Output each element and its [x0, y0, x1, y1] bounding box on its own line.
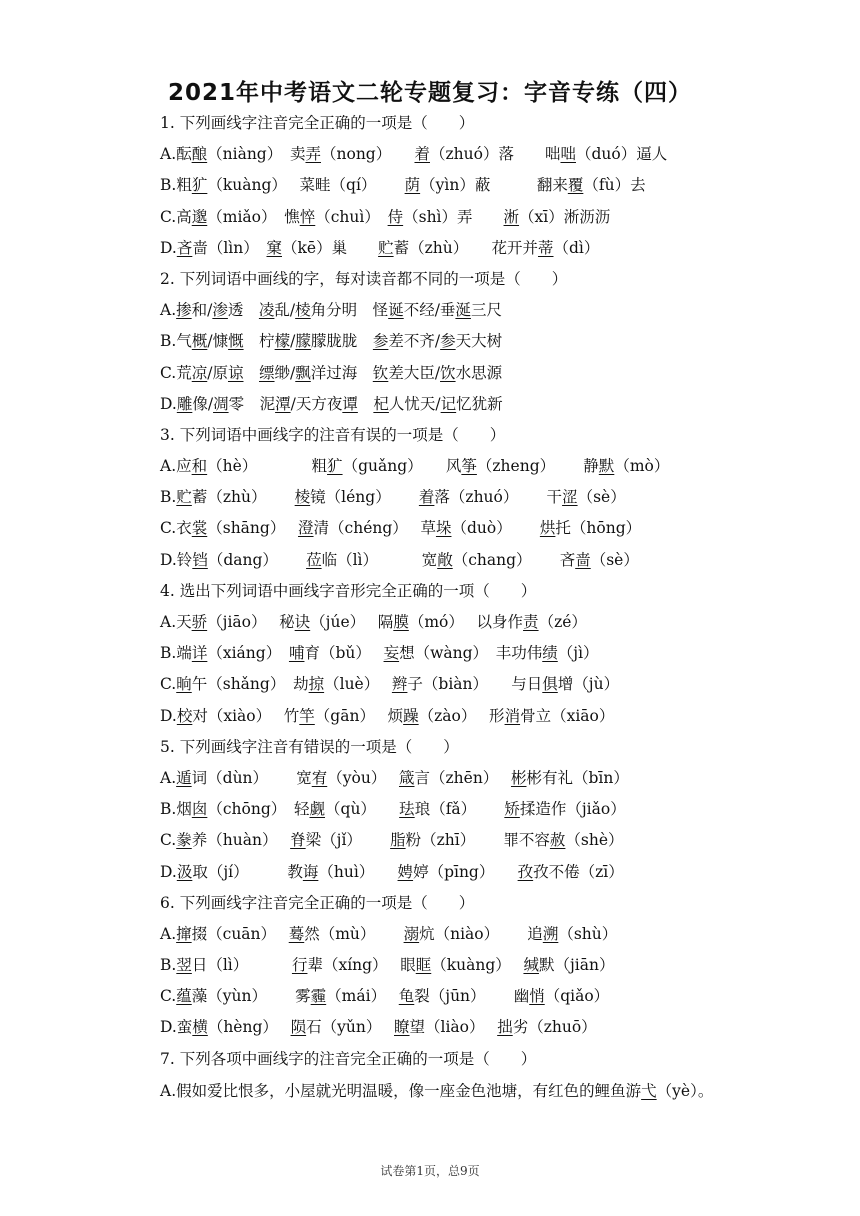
underlined-char: 眶: [415, 956, 432, 975]
answer-option: [160, 358, 740, 389]
text-segment: C.: [160, 987, 177, 1006]
answer-option: [160, 825, 740, 856]
text-segment: （shì）弄: [403, 207, 504, 226]
text-segment: A.天: [160, 613, 192, 631]
underlined-char: 默: [598, 457, 615, 476]
underlined-char: 涩: [562, 488, 578, 507]
text-segment: B.: [160, 956, 177, 975]
underlined-char: 赦: [549, 831, 566, 850]
text-segment: 然（mù）: [304, 924, 404, 943]
underlined-char: 缄: [523, 956, 539, 975]
text-segment: 彬有礼（bīn）: [526, 768, 629, 787]
underlined-char: 谭: [342, 394, 358, 413]
underlined-char: 俱: [542, 675, 558, 694]
underlined-char: 渗: [212, 301, 228, 320]
underlined-char: 箴: [398, 768, 415, 787]
underlined-char: 贮: [378, 238, 394, 257]
text-segment: C.: [160, 831, 177, 850]
text-segment: （sè）: [577, 488, 626, 507]
underlined-char: 檬: [274, 332, 291, 351]
text-segment: 差不齐/: [388, 332, 441, 351]
underlined-char: 蒂: [537, 238, 554, 257]
underlined-char: 竿: [299, 706, 315, 725]
text-segment: （kuàng）: [431, 956, 524, 975]
text-segment: （miǎo） 憔: [207, 207, 300, 226]
text-segment: （zé）: [538, 613, 587, 631]
underlined-char: 溺: [403, 924, 420, 943]
underlined-char: 饮: [440, 363, 456, 382]
underlined-char: 觑: [309, 800, 326, 819]
answer-option: [160, 295, 740, 326]
answer-option: [160, 326, 740, 357]
text-segment: 1. 下列画线字注音完全正确的一项是（ ）: [160, 114, 475, 132]
text-segment: 天大树: [455, 332, 503, 351]
text-segment: 3. 下列词语中画线字的注音有误的一项是（ ）: [160, 425, 506, 444]
underlined-char: 侍: [387, 207, 404, 226]
underlined-char: 矫: [504, 800, 520, 819]
underlined-char: 撺: [176, 924, 192, 943]
underlined-char: 弋: [641, 1081, 657, 1100]
text-segment: （kuàng） 菜畦（qí）: [207, 176, 405, 195]
answer-option: [160, 794, 740, 825]
underlined-char: 邈: [191, 207, 208, 226]
answer-option: [160, 545, 740, 576]
underlined-char: 诀: [294, 613, 311, 631]
underlined-char: 掺: [176, 301, 192, 320]
text-segment: 日（lì）: [191, 956, 292, 975]
text-segment: 梁（jǐ）: [305, 831, 391, 850]
text-segment: 言（zhēn）: [414, 768, 511, 787]
text-segment: 7. 下列各项中画线字的注音完全正确的一项是（ ）: [160, 1049, 537, 1068]
underlined-char: 晌: [176, 675, 192, 694]
text-segment: 忆犹新: [456, 394, 503, 413]
text-segment: 想（wàng） 丰功伟: [399, 644, 543, 663]
underlined-char: 钦: [372, 363, 389, 382]
text-segment: D.铃: [160, 550, 193, 569]
underlined-char: 着: [414, 145, 430, 164]
underlined-char: 朦: [295, 332, 311, 351]
text-segment: （yè）。: [656, 1081, 714, 1100]
answer-option: [160, 701, 740, 732]
text-segment: 差大臣/: [388, 363, 441, 382]
underlined-char: 覆: [567, 176, 584, 195]
text-segment: （jiāo） 秘: [207, 613, 295, 631]
text-segment: A.: [160, 768, 177, 787]
text-segment: （qù）: [325, 800, 400, 819]
text-segment: 三尺: [470, 301, 502, 320]
underlined-char: 莅: [306, 550, 322, 569]
text-segment: （sè）: [590, 550, 639, 569]
underlined-char: 拙: [497, 1018, 513, 1037]
underlined-char: 杞: [373, 394, 389, 413]
text-segment: （guǎng） 风: [342, 457, 462, 476]
text-segment: 乱/: [274, 301, 296, 320]
underlined-char: 溯: [542, 924, 559, 943]
text-segment: A.: [160, 924, 177, 943]
underlined-char: 凌: [258, 301, 275, 320]
text-segment: 不经/垂: [403, 301, 456, 320]
text-segment: C.衣: [160, 519, 192, 538]
underlined-char: 详: [191, 644, 208, 663]
underlined-char: 潭: [275, 394, 291, 413]
text-segment: [358, 395, 374, 413]
text-segment: 琅（fǎ）: [414, 800, 505, 819]
text-segment: D.: [160, 238, 177, 257]
underlined-char: 慨: [228, 332, 244, 351]
underlined-char: 裳: [191, 519, 208, 538]
text-segment: 午（shǎng） 劫: [191, 675, 309, 694]
text-segment: A.酝: [160, 145, 192, 164]
text-segment: 增（jù）: [557, 675, 620, 694]
underlined-char: 掠: [308, 675, 325, 694]
underlined-char: 棱: [295, 301, 311, 320]
text-segment: （mò）: [614, 457, 670, 476]
text-segment: C.: [160, 675, 177, 694]
underlined-char: 吝: [176, 238, 193, 257]
text-segment: 辈（xíng） 眼: [307, 956, 416, 975]
underlined-char: 蕴: [176, 987, 192, 1006]
underlined-char: 娉: [397, 862, 414, 881]
underlined-char: 躁: [403, 706, 419, 725]
text-segment: （fù）去: [583, 176, 646, 195]
underlined-char: 彬: [510, 768, 527, 787]
answer-option: [160, 950, 740, 981]
text-segment: （mái）: [326, 987, 399, 1006]
text-segment: 婷（pīng）: [413, 862, 518, 881]
text-segment: 石（yǔn）: [306, 1018, 394, 1037]
question-stem: [160, 420, 740, 451]
underlined-char: 谅: [227, 363, 244, 382]
text-segment: 洋过海: [310, 363, 373, 382]
answer-option: [160, 669, 740, 700]
underlined-char: 垛: [435, 519, 452, 538]
text-segment: A.: [160, 301, 177, 320]
text-segment: 5. 下列画线字注音有错误的一项是（ ）: [160, 737, 459, 756]
text-segment: 取（jí） 教: [192, 862, 303, 881]
text-segment: （niàng） 卖: [207, 145, 306, 164]
underlined-char: 贮: [176, 488, 192, 507]
text-segment: （hè） 粗: [207, 457, 328, 476]
text-segment: （nong）: [321, 145, 415, 164]
text-segment: 柠: [243, 332, 275, 351]
question-stem: [160, 576, 740, 607]
text-segment: 6. 下列画线字注音完全正确的一项是（ ）: [160, 893, 475, 912]
underlined-char: 诞: [388, 301, 404, 320]
text-segment: （hèng）: [207, 1018, 291, 1037]
underlined-char: 筝: [461, 457, 477, 476]
underlined-char: 校: [176, 706, 193, 725]
text-segment: （shāng）: [207, 519, 299, 538]
underlined-char: 烘: [539, 519, 556, 538]
underlined-char: 凉: [191, 363, 208, 382]
page-title: 2021年中考语文二轮专题复习：字音专练（四）: [167, 80, 692, 106]
text-segment: （shù）: [558, 924, 618, 943]
answer-option: [160, 233, 740, 264]
question-list: [160, 108, 740, 1105]
text-segment: 清（chéng） 草: [313, 519, 436, 538]
underlined-char: 涎: [455, 301, 471, 320]
text-segment: A.假如爱比恨多，小屋就光明温暖，像一座金色池塘，有红色的鲤鱼游: [160, 1081, 642, 1100]
answer-option: [160, 202, 740, 233]
underlined-char: 脊: [290, 831, 306, 850]
question-stem: [160, 732, 740, 763]
underlined-char: 囱: [191, 800, 208, 819]
text-segment: 孜不倦（zī）: [533, 862, 624, 881]
text-segment: D.: [160, 706, 177, 725]
underlined-char: 瞭: [394, 1018, 410, 1037]
text-segment: B.: [160, 488, 177, 507]
text-segment: D.蛮: [160, 1018, 193, 1037]
underlined-char: 绩: [542, 644, 558, 663]
text-segment: /慷: [207, 332, 229, 351]
text-segment: A.应: [160, 457, 192, 476]
question-stem: [160, 1044, 740, 1075]
text-segment: （chuì）: [315, 207, 388, 226]
answer-option: [160, 139, 740, 170]
question-stem: [160, 264, 740, 295]
underlined-char: 澄: [298, 519, 314, 538]
text-segment: 啬（lìn）: [192, 238, 267, 257]
text-segment: D.: [160, 394, 177, 413]
underlined-char: 孜: [517, 862, 534, 881]
answer-option: [160, 607, 740, 638]
text-segment: （dang）: [207, 550, 307, 569]
text-segment: （gān） 烦: [314, 706, 404, 725]
text-segment: （qiǎo）: [544, 987, 610, 1006]
text-segment: （júe） 隔: [310, 613, 394, 631]
underlined-char: 参: [372, 332, 389, 351]
underlined-char: 啬: [575, 550, 591, 569]
underlined-char: 妄: [383, 644, 400, 663]
text-segment: 裂（jūn） 幽: [414, 987, 530, 1006]
answer-option: [160, 763, 740, 794]
text-segment: （chang） 吝: [452, 550, 576, 569]
text-segment: （xiáng）: [207, 644, 289, 663]
text-segment: B.气: [160, 332, 192, 351]
text-segment: （dì）: [553, 238, 600, 257]
text-segment: 揉造作（jiǎo）: [519, 800, 626, 819]
text-segment: （yìn）蔽 翻来: [420, 176, 568, 195]
text-segment: 像/: [192, 394, 214, 413]
text-segment: 透: [227, 301, 259, 320]
underlined-char: 悴: [299, 207, 316, 226]
underlined-char: 窠: [266, 238, 282, 257]
underlined-char: 宥: [311, 768, 328, 787]
underlined-char: 膜: [393, 613, 409, 631]
underlined-char: 铛: [192, 550, 208, 569]
text-segment: 零 泥: [228, 394, 276, 413]
answer-option: [160, 513, 740, 544]
text-segment: 炕（niào） 追: [419, 924, 543, 943]
underlined-char: 骄: [191, 613, 208, 631]
answer-option: [160, 482, 740, 513]
underlined-char: 责: [523, 613, 539, 631]
text-segment: /天方夜: [290, 394, 343, 413]
text-segment: 劣（zhuō）: [512, 1018, 597, 1037]
underlined-char: 霾: [310, 987, 327, 1006]
underlined-char: 记: [440, 394, 457, 413]
text-segment: 蓄（zhù） 花开并: [393, 238, 538, 257]
answer-option: [160, 451, 740, 482]
underlined-char: 珐: [399, 800, 415, 819]
text-segment: 育（bǔ）: [304, 644, 384, 663]
text-segment: B.粗: [160, 176, 192, 195]
text-segment: （luè）: [324, 675, 392, 694]
underlined-char: 遁: [176, 768, 192, 787]
text-segment: B.烟: [160, 800, 192, 819]
text-segment: （zhuó）落 咄: [430, 145, 561, 164]
underlined-char: 和: [191, 457, 208, 476]
underlined-char: 哺: [288, 644, 305, 663]
underlined-char: 豢: [176, 831, 192, 850]
text-segment: （kē）巢: [282, 238, 379, 257]
underlined-char: 翌: [176, 956, 192, 975]
answer-option: [160, 170, 740, 201]
underlined-char: 龟: [398, 987, 415, 1006]
text-segment: （shè）: [565, 831, 624, 850]
text-segment: 子（biàn） 与日: [407, 675, 543, 694]
underlined-char: 参: [440, 332, 456, 351]
underlined-char: 脂: [390, 831, 406, 850]
underlined-char: 淅: [503, 207, 520, 226]
text-segment: 水思源: [455, 363, 503, 382]
answer-option: [160, 1075, 740, 1105]
underlined-char: 横: [192, 1018, 208, 1037]
underlined-char: 汲: [176, 862, 193, 881]
text-segment: 粉（zhī） 罪不容: [405, 831, 550, 850]
text-segment: /原: [207, 363, 228, 382]
text-segment: 和/: [191, 301, 213, 320]
answer-option: [160, 1012, 740, 1043]
text-segment: C.高: [160, 207, 192, 226]
text-segment: （yòu）: [327, 768, 399, 787]
text-segment: 临（lì） 宽: [321, 550, 438, 569]
text-segment: （zheng） 静: [476, 457, 599, 476]
question-stem: [160, 888, 740, 919]
text-segment: （xī）淅沥沥: [519, 207, 611, 226]
underlined-char: 酿: [191, 145, 208, 164]
question-stem: [160, 108, 740, 139]
underlined-char: 悄: [529, 987, 545, 1006]
underlined-char: 辫: [391, 675, 408, 694]
text-segment: 词（dùn） 宽: [191, 768, 312, 787]
text-segment: 缈/: [274, 363, 296, 382]
text-segment: 托（hōng）: [555, 519, 642, 538]
text-segment: D.: [160, 862, 177, 881]
underlined-char: 消: [504, 706, 521, 725]
underlined-char: 咄: [560, 145, 576, 164]
text-segment: 角分明 怪: [310, 301, 389, 320]
text-segment: 镜（léng）: [310, 488, 419, 507]
underlined-char: 飘: [295, 363, 311, 382]
text-segment: 落（zhuó） 干: [434, 488, 563, 507]
text-segment: 藻（yùn） 雾: [191, 987, 311, 1006]
text-segment: （duó）逼人: [575, 145, 668, 164]
underlined-char: 诲: [302, 862, 319, 881]
text-segment: 蓄（zhù）: [191, 488, 295, 507]
text-segment: 朦胧胧: [310, 332, 373, 351]
text-segment: （zào） 形: [418, 706, 505, 725]
underlined-char: 犷: [327, 457, 343, 476]
text-segment: 掇（cuān）: [191, 924, 289, 943]
answer-option: [160, 981, 740, 1012]
underlined-char: 陨: [290, 1018, 307, 1037]
text-segment: （duò）: [451, 519, 540, 538]
text-segment: /: [290, 332, 296, 351]
underlined-char: 雕: [176, 394, 193, 413]
text-segment: 2. 下列词语中画线的字，每对读音都不同的一项是（ ）: [160, 269, 568, 288]
text-segment: 望（liào）: [409, 1018, 498, 1037]
text-segment: 骨立（xiāo）: [520, 706, 615, 725]
text-segment: B.端: [160, 644, 192, 663]
text-segment: 人忧天/: [388, 394, 441, 413]
answer-option: [160, 857, 740, 888]
underlined-char: 着: [418, 488, 435, 507]
text-segment: （huì）: [318, 862, 398, 881]
text-segment: 对（xiào） 竹: [192, 706, 300, 725]
text-segment: （jì）: [557, 644, 599, 663]
text-segment: 默（jiān）: [538, 956, 615, 975]
underlined-char: 荫: [404, 176, 421, 195]
text-segment: [244, 364, 260, 382]
answer-option: [160, 638, 740, 669]
underlined-char: 棱: [294, 488, 311, 507]
underlined-char: 凋: [213, 394, 229, 413]
text-segment: 4. 选出下列词语中画线字音形完全正确的一项（ ）: [160, 581, 537, 600]
underlined-char: 行: [291, 956, 308, 975]
underlined-char: 敞: [437, 550, 453, 569]
underlined-char: 蓦: [288, 924, 305, 943]
page-footer: 试卷第1页，总9页: [380, 1164, 480, 1178]
underlined-char: 概: [191, 332, 208, 351]
text-segment: （chōng） 轻: [207, 800, 310, 819]
text-segment: 养（huàn）: [191, 831, 291, 850]
underlined-char: 弄: [305, 145, 321, 164]
text-segment: C.荒: [160, 363, 192, 382]
text-segment: （mó） 以身作: [408, 613, 524, 631]
underlined-char: 缥: [259, 363, 275, 382]
answer-option: [160, 389, 740, 420]
underlined-char: 犷: [191, 176, 208, 195]
answer-option: [160, 919, 740, 950]
